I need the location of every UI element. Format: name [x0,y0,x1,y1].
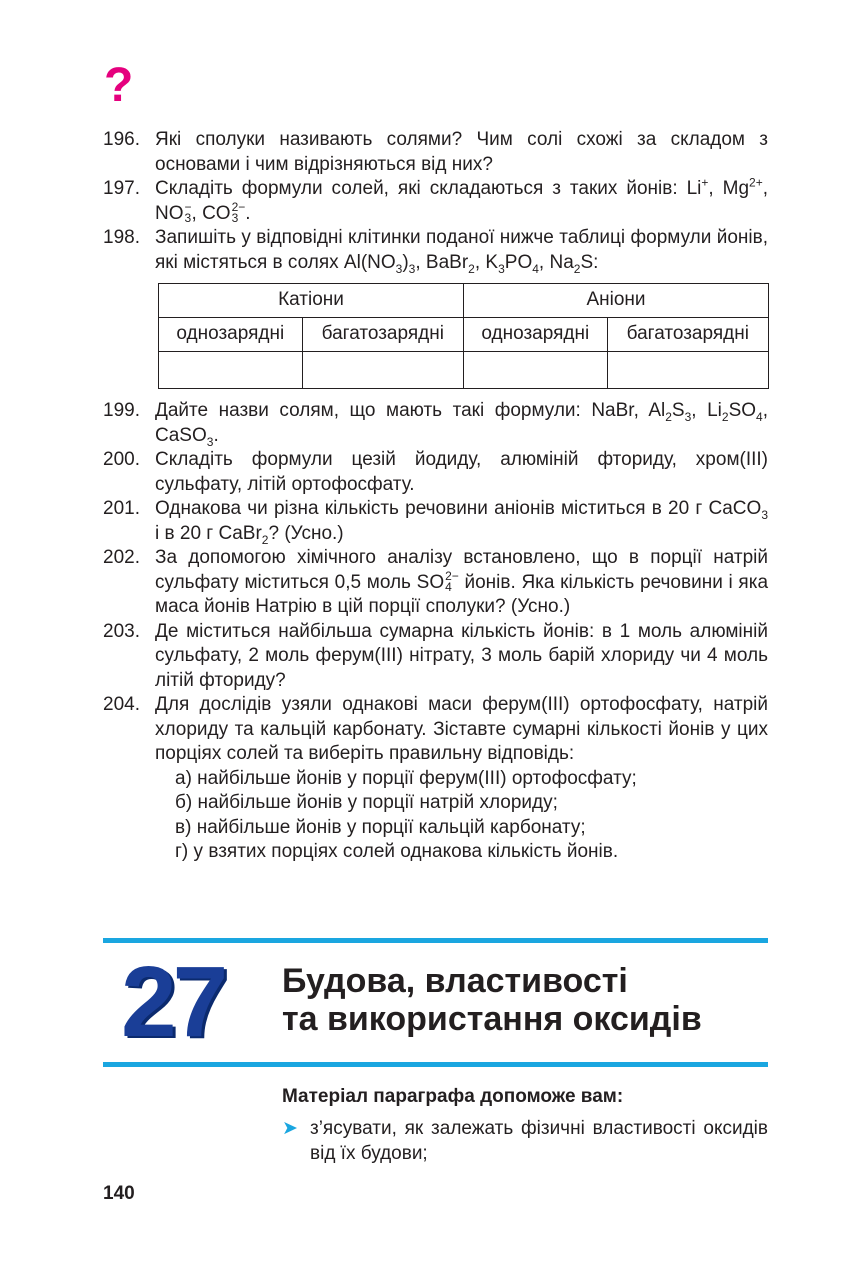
answer-options [175,767,768,865]
task-text: ? (Усно.) [268,522,344,544]
task-197: 197. Складіть формули солей, які складаються з таких йонів: Li+, $Mg^{2+}$, NO − 3 , CO 2− 3 . [103,175,768,226]
task-199: 199. Дайте назви солям, що мають такі формули: NaBr, $Al_2S_3$, $Li_2SO_4$, CaSO$_3$. [103,400,768,449]
task-text: і в 20 г [155,522,214,544]
subheader-cell: однозарядні [159,318,303,352]
task-number: 196. [103,129,140,150]
cations-header: Катіони [159,284,464,318]
task-201: 201. Однакова чи різна кількість речовини аніонів міститься в 20 г CaCO$_3$ і в 20 г CaBr$_2$? (Усно.) [103,498,768,547]
question-mark-icon: ? [104,59,134,112]
section-rule-top [103,938,768,943]
answer-option: а) найбільше йонів у порції ферум(III) ортофосфату; [175,767,637,789]
bullet-text: з’ясувати, як залежать фізичні властивості оксидів від їх будови; [310,1118,768,1164]
anions-header: Аніони [463,284,768,318]
task-202: 202. За допомогою хімічного аналізу встановлено, що в порції натрій сульфату міститься 0,5 моль SO 2− 4 йонів. Яка кількість речовини і яка маса йонів Натрію в цій порції сполуки? (Усно.) [103,547,769,617]
subheader-cell: однозарядні [463,318,607,352]
task-list [103,128,768,865]
empty-cell [302,352,463,389]
chevron-right-icon: ➤ [282,1118,298,1139]
section-title-line: Будова, властивості [282,962,628,1000]
task-text: Для дослідів узяли однакові маси ферум(III) ортофосфату, натрій хлориду та кальцій карбонату. Зіставте сумарні кількості йонів у цих порціях солей та виберіть правильну відповідь: [155,694,768,764]
section-rule-bottom [103,1062,768,1067]
task-text: Складіть формули солей, які складаються з таких йонів: [155,178,678,199]
answer-option: г) у взятих порціях солей однакова кількість йонів. [175,841,619,862]
subheader-cell: багатозарядні [607,318,768,352]
task-number: 198. [103,227,140,248]
task-text: Які сполуки називають солями? Чим солі схожі за складом з основами і чим відрізняються від них? [155,129,768,175]
task-number: 202. [103,547,140,568]
empty-cell [463,352,607,389]
task-number: 203. [103,620,140,642]
task-number: 201. [103,498,140,519]
bullet-item [282,1117,768,1166]
answer-option: б) найбільше йонів у порції натрій хлориду; [175,792,558,813]
task-number: 199. [103,400,140,421]
task-text: Де міститься найбільша сумарна кількість йонів: в 1 моль алюміній сульфату, 2 моль ферум(III) нітрату, 3 моль барій хлориду чи 4 моль літій фториду? [155,620,768,691]
subheader-cell: багатозарядні [302,318,463,352]
section-title [282,962,702,1038]
task-number: 200. [103,449,140,470]
page-number: 140 [103,1183,135,1204]
task-198: 198. Запишіть у відповідні клітинки поданої нижче таблиці формули йонів, які містяться в солях $Al(NO_3)_3$, BaBr$_2$, $K_3PO_4$, $Na_2S$: [103,227,768,276]
empty-cell [607,352,768,389]
task-text: Дайте назви солям, що мають такі формули: [155,400,581,421]
task-text: йонів. Яка кількість речовини і яка маса йонів Натрію в цій порції сполуки? (Усно.) [155,571,769,617]
task-number: 197. [103,178,140,199]
section-subheading: Матеріал параграфа допоможе вам: [282,1086,624,1107]
ion-table [158,283,769,389]
task-number: 204. [103,694,140,715]
task-203 [103,620,768,694]
task-text: Однакова чи різна кількість речовини аніонів міститься в 20 г [155,498,703,519]
task-196 [103,128,768,177]
section-number: 27 [121,946,225,1058]
task-text: Складіть формули цезій йодиду, алюміній фториду, хром(III) сульфату, літій ортофосфату. [155,449,768,495]
empty-cell [159,352,303,389]
task-200 [103,448,768,497]
answer-option: в) найбільше йонів у порції кальцій карбонату; [175,816,586,838]
task-text: Запишіть у відповідні клітинки поданої нижче таблиці формули йонів, які містяться в солях [155,227,768,273]
task-204 [103,693,768,865]
task-text: За допомогою хімічного аналізу встановлено, що в порції натрій сульфату міститься 0,5 моль [155,547,768,593]
section-title-line: та використання оксидів [282,1000,702,1038]
